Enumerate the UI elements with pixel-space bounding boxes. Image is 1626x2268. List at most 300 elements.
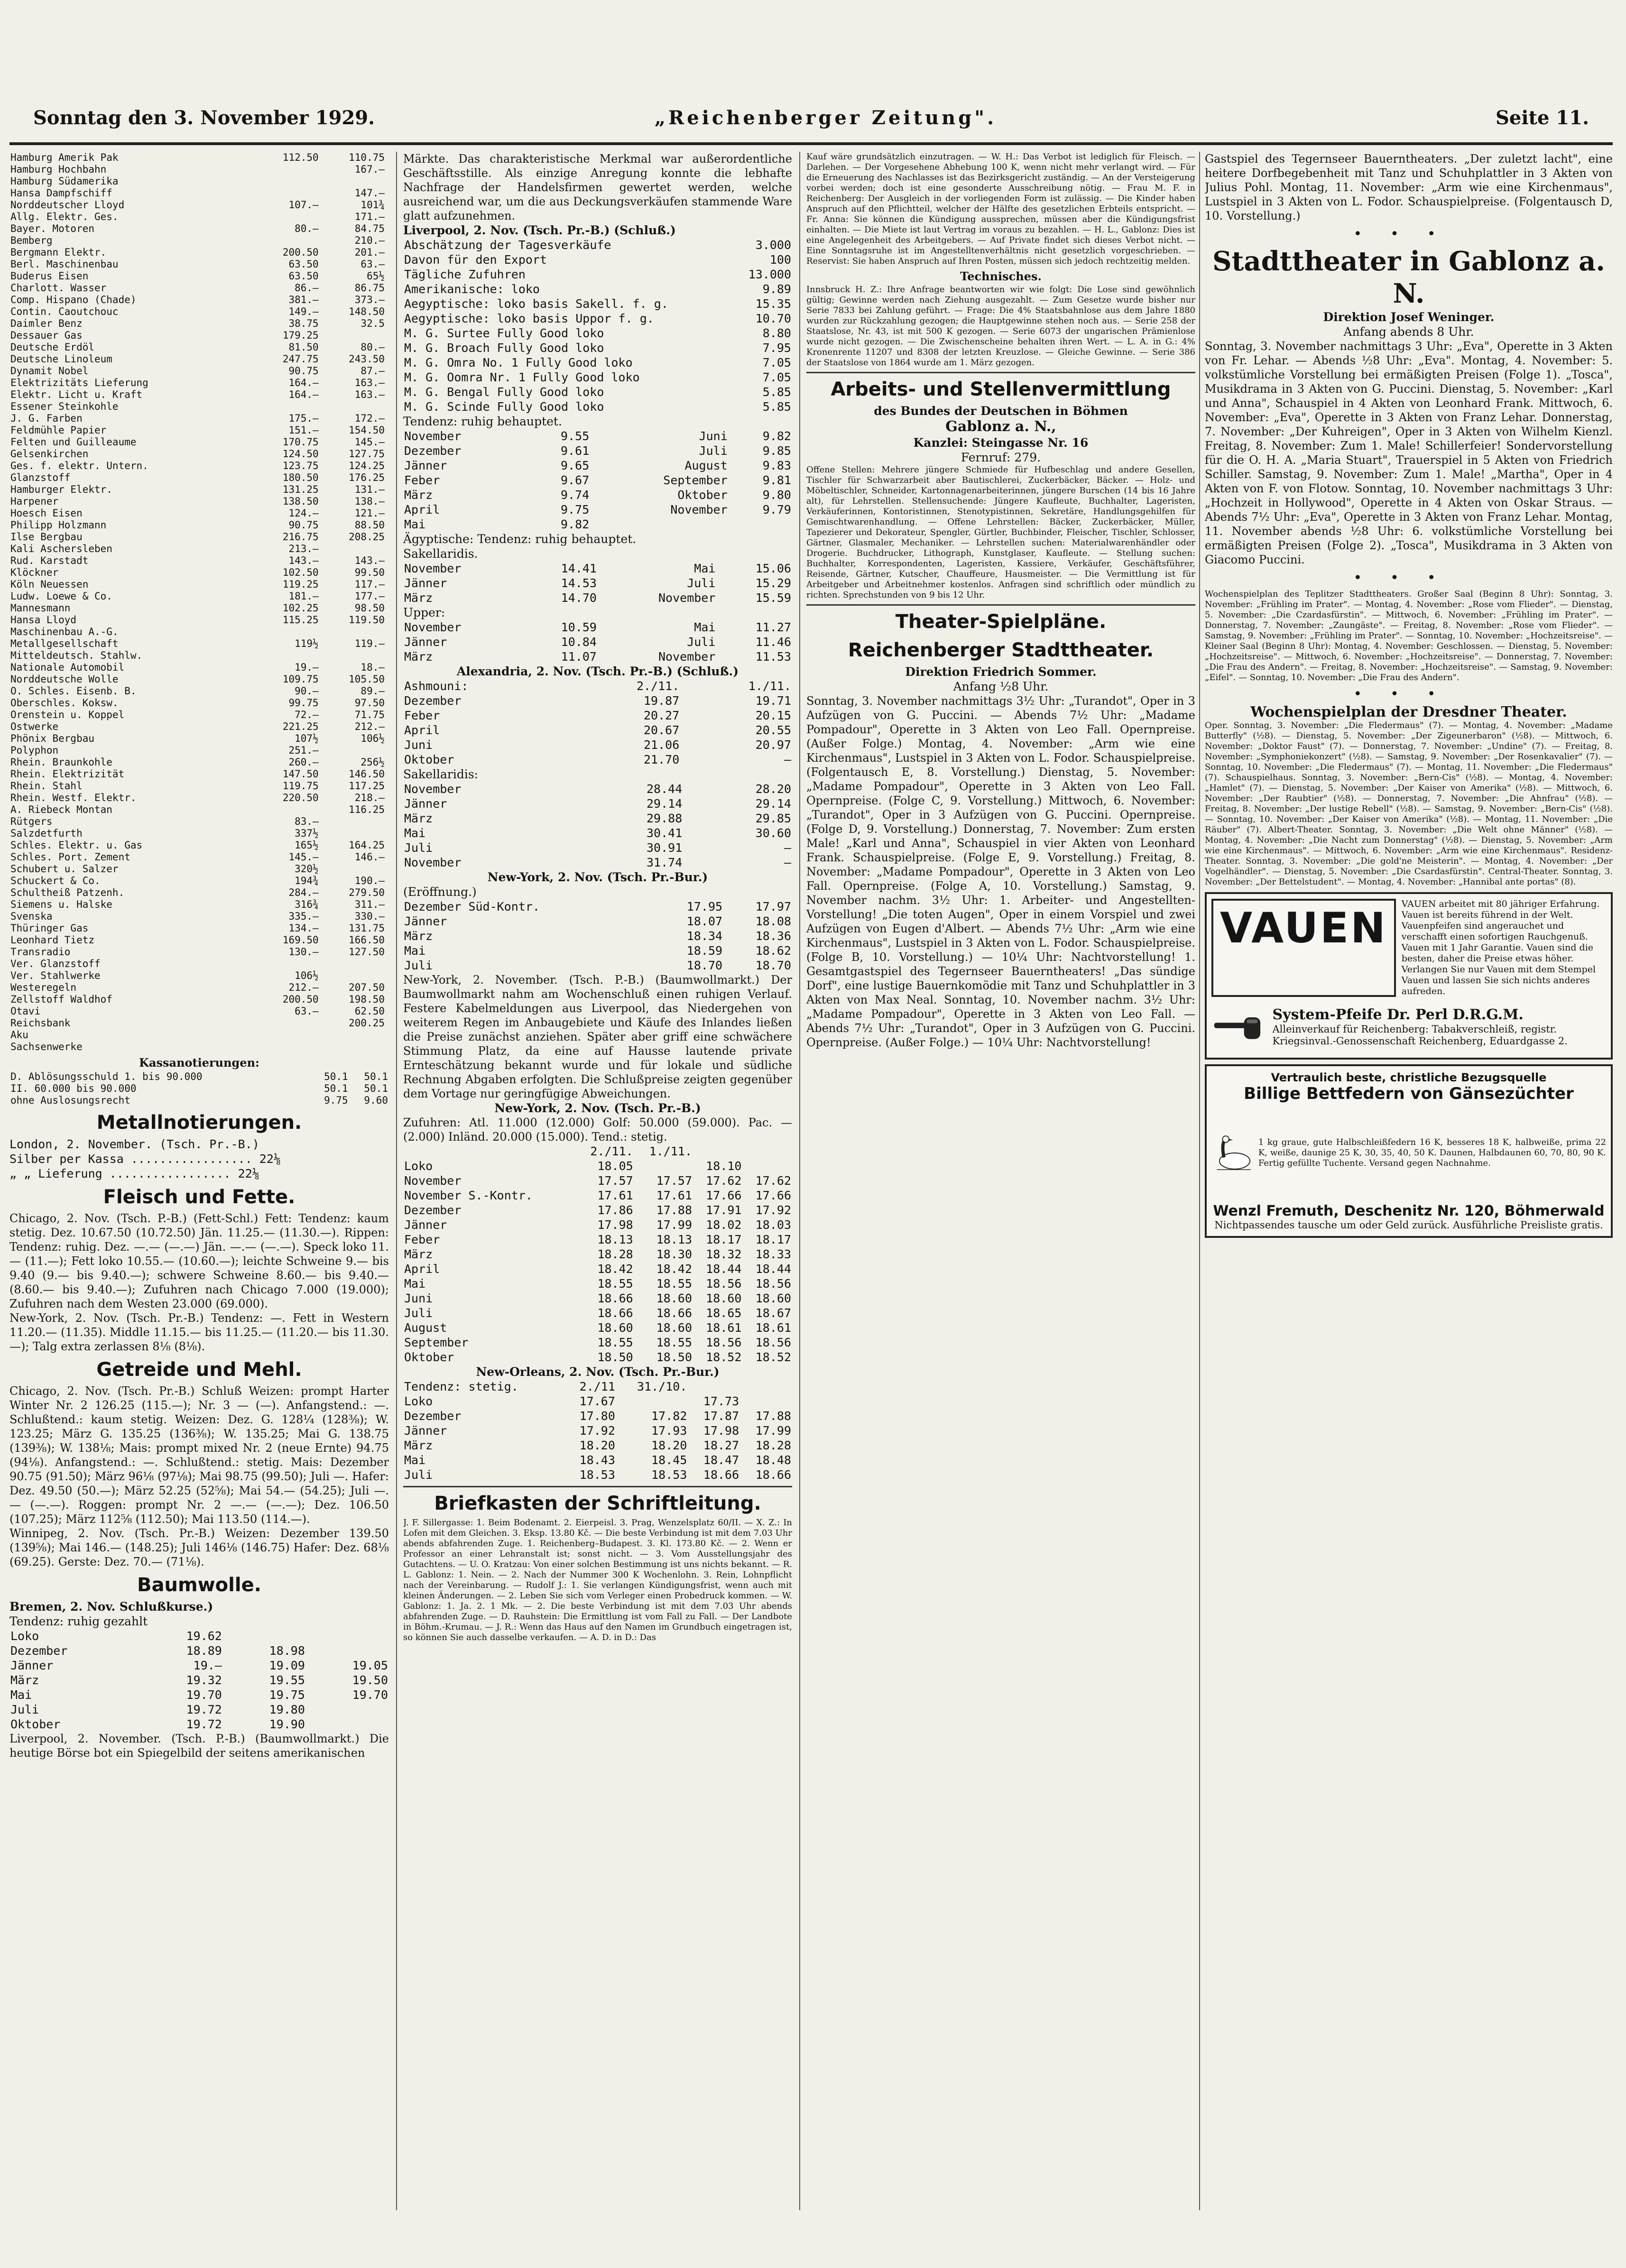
ny2-row-cell: 17.88 bbox=[656, 1203, 693, 1217]
ny-row-cell: 18.70 bbox=[755, 959, 791, 972]
alex-row-cell: April bbox=[404, 723, 440, 737]
bremen-heading: Bremen, 2. Nov. Schlußkurse.) bbox=[9, 1600, 213, 1613]
liverpool-month-row bbox=[403, 502, 792, 517]
stock-row-cell: Hoesch Eisen bbox=[10, 507, 83, 519]
upper-heading: Upper: bbox=[403, 606, 445, 619]
stock-row bbox=[9, 543, 389, 555]
alex-sakel-row-cell: 29.88 bbox=[647, 811, 683, 825]
stock-row bbox=[9, 247, 389, 258]
stock-row bbox=[9, 567, 389, 579]
liverpool-text: Liverpool, 2. November. (Tsch. P.-B.) (Baumwollmarkt.) Die heutige Börse bot ein Spiegelbild der seitens amerikanischen bbox=[9, 1732, 389, 1760]
no-row-cell: 18.53 bbox=[651, 1468, 687, 1482]
no-row-cell: 18.53 bbox=[579, 1468, 615, 1482]
kassa-row-cell: II. 60.000 bis 90.000 bbox=[10, 1083, 137, 1094]
alex-row bbox=[403, 693, 792, 708]
stock-row-cell: Schultheiß Patzenh. bbox=[10, 887, 125, 898]
ny2-row bbox=[403, 1320, 792, 1335]
stock-row bbox=[9, 602, 389, 614]
stock-row bbox=[9, 756, 389, 768]
stock-row bbox=[9, 768, 389, 780]
liverpool-row bbox=[403, 326, 792, 341]
stock-row-cell bbox=[253, 401, 319, 413]
vauen-text: VAUEN arbeitet mit 80 jähriger Erfahrung. Vauen ist bereits führend in der Welt. Vauenpfeifen sind angerauchet und verschafft einen sofortigen Rauchgenuß. Vauen mit 1 Jahr Garantie. Vauen sind die besten, daher die Preise etwas höher. Verlangen Sie nur Vauen mit dem Stempel Vauen und lassen Sie sich nichts anderes aufreden. bbox=[1401, 899, 1600, 996]
stock-row-cell: 164.— bbox=[288, 389, 319, 400]
sakel-row-cell: November bbox=[658, 591, 716, 605]
stock-row-cell: 164.— bbox=[288, 377, 319, 388]
stock-row-cell: Hamburg Hochbahn bbox=[10, 164, 107, 175]
liverpool-month-row-cell: 9.74 bbox=[561, 488, 590, 502]
brief-heading: Briefkasten der Schriftleitung. bbox=[434, 1493, 761, 1514]
bremen-row-cell: 18.89 bbox=[186, 1644, 222, 1658]
ny2-row-cell: August bbox=[404, 1321, 447, 1335]
stock-row bbox=[9, 970, 389, 982]
liverpool-row-cell: 5.85 bbox=[762, 400, 791, 414]
stock-row-cell: 63.50 bbox=[288, 270, 319, 282]
liverpool-row-cell: Abschätzung der Tagesverkäufe bbox=[404, 238, 611, 252]
liverpool-row-cell: 10.70 bbox=[755, 312, 791, 325]
ny2-row-cell: 18.56 bbox=[706, 1277, 742, 1291]
liverpool-row-cell: 7.95 bbox=[762, 341, 791, 355]
stock-row-cell bbox=[253, 235, 319, 247]
liverpool-row-cell: 7.05 bbox=[762, 356, 791, 369]
no-row-cell: 18.66 bbox=[703, 1468, 739, 1482]
stock-row-cell: 180.50 bbox=[282, 472, 319, 483]
stock-row-cell: 320½ bbox=[295, 863, 319, 875]
stock-row bbox=[9, 1029, 389, 1041]
stock-row-cell bbox=[320, 745, 386, 756]
stock-row-cell: Allg. Elektr. Ges. bbox=[10, 211, 119, 222]
stock-row-cell: 65½ bbox=[367, 270, 385, 282]
ny-row-cell: 18.08 bbox=[755, 914, 791, 928]
no-row-cell: 17.92 bbox=[579, 1424, 615, 1438]
ny2-row-cell: 18.56 bbox=[755, 1277, 791, 1291]
stock-row-cell: Köln Neuessen bbox=[10, 579, 89, 590]
stock-row-cell: 190.— bbox=[354, 875, 385, 886]
ny2-row-cell: Feber bbox=[404, 1233, 440, 1246]
ny-row bbox=[403, 914, 792, 929]
stock-row-cell: 98.50 bbox=[354, 602, 385, 614]
stock-row-cell: 87.— bbox=[360, 365, 385, 377]
stock-row bbox=[9, 175, 389, 187]
metal-line: London, 2. November. (Tsch. Pr.-B.) bbox=[9, 1137, 259, 1151]
bettfedern-advert bbox=[1205, 1064, 1613, 1238]
stock-row-cell: 109.75 bbox=[282, 673, 319, 685]
ny2-row-cell: September bbox=[404, 1336, 469, 1349]
stock-row bbox=[9, 258, 389, 270]
sakel-row-cell: November bbox=[404, 562, 462, 575]
stock-row-cell: 373.— bbox=[354, 294, 385, 305]
ny2-row-cell: 18.05 bbox=[597, 1159, 633, 1173]
ny2-row-cell: 18.28 bbox=[597, 1247, 633, 1261]
alex-row-cell: 20.67 bbox=[644, 723, 680, 737]
kassa-row-cell: 9.60 bbox=[364, 1095, 388, 1106]
vauen-advert bbox=[1205, 892, 1613, 1060]
ny2-row-cell: Mai bbox=[404, 1277, 426, 1291]
ny-row-cell: 18.59 bbox=[686, 944, 723, 958]
stock-row-cell: Felten und Guilleaume bbox=[10, 436, 137, 448]
liverpool-tendency: Tendenz: ruhig behauptet. bbox=[403, 415, 562, 428]
bremen-row-cell: Loko bbox=[10, 1629, 39, 1643]
ny2-row-cell: Loko bbox=[404, 1159, 433, 1173]
ny2-row-cell: 18.50 bbox=[597, 1350, 633, 1364]
alex-row bbox=[403, 708, 792, 723]
ny2-row-cell: 18.60 bbox=[656, 1321, 693, 1335]
bremen-row-cell: 19.70 bbox=[186, 1688, 222, 1702]
alex-table bbox=[403, 679, 792, 767]
arbeit-text: Offene Stellen: Mehrere jüngere Schmiede für Hufbeschlag und andere Gesellen, Tischler für Schwarzarbeit aber Bautischlerei, Zuckerbäcker, Bäcker. — Holz- und Möbeltischler, Schneider, Kartonnagenarbeiterinnen, jüngere Burschen (14 bis 16 Jahre alt), für Lehrstellen. Stellensuchende: Jüngere Kaufleute, Buchhalter, Lageristen, Verkäuferinnen, Kontoristinnen, Stenotypistinnen, Sekretäre, Handlungsgehilfen für Gemischtwarenhandlung. — Offene Lehrstellen: Bäcker, Zuckerbäcker, Müller, Tapezierer und Dekorateur, Spengler, Gürtler, Buchbinder, Fleischer, Tischler, Schlosser, Gärtner, Glasmaler, Mechaniker. — Lehrstellen suchen: Materialwarenhändler oder Drogerie. Buchdrucker, Lithograph, Kunstglaser, Kaufleute. — Stellung suchen: Buchhalter, Korrespondenten, Lageristen, Kassiere, Verkäufer, Geschäftsführer, Reisende, Gärtner, Kutscher, Chauffeure, Hausmeister. — Die Vermittlung ist für Arbeitgeber und Arbeitnehmer kostenlos. Anfragen sind schriftlich oder mündlich zu richten. Sprechstunden von 9 bis 12 Uhr. bbox=[806, 465, 1195, 600]
stock-row bbox=[9, 733, 389, 745]
stock-row bbox=[9, 816, 389, 828]
liverpool-month-row bbox=[403, 488, 792, 502]
liverpool-month-row-cell: 9.82 bbox=[561, 517, 590, 531]
bremen-row-cell: 19.50 bbox=[352, 1673, 388, 1687]
column-divider bbox=[396, 152, 397, 2210]
sakel-row-cell: Juli bbox=[687, 576, 716, 590]
stock-row bbox=[9, 401, 389, 413]
liverpool-row-cell: Davon für den Export bbox=[404, 253, 547, 267]
ny2-row-cell: 17.66 bbox=[755, 1189, 791, 1202]
stock-row bbox=[9, 662, 389, 673]
stock-row-cell: 115.25 bbox=[282, 614, 319, 626]
ny2-row bbox=[403, 1306, 792, 1320]
liverpool-month-row-cell: 9.82 bbox=[762, 429, 791, 443]
stock-row bbox=[9, 804, 389, 816]
sakel-row-cell: 15.06 bbox=[755, 562, 791, 575]
sakel-row-cell: 15.59 bbox=[755, 591, 791, 605]
stock-row bbox=[9, 673, 389, 685]
ny2-row-cell: 17.57 bbox=[597, 1174, 633, 1188]
stock-row-cell: 88.50 bbox=[354, 519, 385, 531]
liverpool-row-cell: M. G. Bengal Fully Good loko bbox=[404, 385, 604, 399]
stock-row bbox=[9, 1041, 389, 1053]
bremen-row-cell: Mai bbox=[10, 1688, 32, 1702]
stock-row-cell: 200.50 bbox=[282, 247, 319, 258]
ny-text: New-York, 2. November. (Tsch. P.-B.) (Baumwollmarkt.) Der Baumwollmarkt nahm am Wochenschluß einen ruhigen Verlauf. Festere Kabelmeldungen aus Liverpool, das Niedergehen von weiterem Regen im Anbaugebiete und Käufe des Inlandes ließen die Preise zunächst anziehen. Später aber griff eine schwächere Stimmung Platz, da eine auf Hausse lautende private Ernteschätzung bekannt wurde und für lokale und südliche Rechnung Abgaben erfolgten. Die Schlußpreise zeigten gegenüber dem Vortage nur geringfügige Abweichungen. bbox=[403, 973, 792, 1100]
liverpool-month-row-cell bbox=[590, 517, 729, 532]
stock-row-cell: 169.50 bbox=[282, 934, 319, 946]
stock-row-cell: Ges. f. elektr. Untern. bbox=[10, 460, 148, 471]
stock-row-cell: 177.— bbox=[354, 590, 385, 602]
no-row bbox=[403, 1394, 792, 1409]
upper-row-cell: 11.07 bbox=[561, 650, 597, 664]
no-row bbox=[403, 1379, 792, 1394]
ny-row-cell: 18.34 bbox=[686, 929, 723, 943]
alex-sakel-row-cell: 30.91 bbox=[647, 841, 683, 855]
stock-row-cell: 127.50 bbox=[349, 946, 385, 958]
liverpool-month-row-cell: März bbox=[404, 488, 433, 502]
ny2-row-cell: 18.50 bbox=[656, 1350, 693, 1364]
baumwolle-heading: Baumwolle. bbox=[137, 1574, 261, 1596]
stock-row-cell bbox=[253, 187, 319, 199]
kassa-row-cell: ohne Auslosungsrecht bbox=[10, 1095, 130, 1106]
sakel-table bbox=[403, 561, 792, 605]
stock-row-cell: Rhein. Elektrizität bbox=[10, 768, 125, 780]
liverpool-month-row-cell: November bbox=[404, 429, 462, 443]
bremen-row bbox=[9, 1658, 389, 1673]
ny-row bbox=[403, 943, 792, 958]
column-1 bbox=[9, 152, 389, 2210]
stock-row-cell: 311.— bbox=[354, 899, 385, 910]
stock-row-cell: 19.— bbox=[295, 662, 319, 673]
stock-row bbox=[9, 152, 389, 164]
stock-row bbox=[9, 922, 389, 934]
ny2-row-cell: Juli bbox=[404, 1306, 433, 1320]
alex-row-cell: Feber bbox=[404, 709, 440, 722]
liverpool-row bbox=[403, 296, 792, 311]
stock-row-cell: 83.— bbox=[295, 816, 319, 827]
stock-row-cell: 80.— bbox=[360, 341, 385, 353]
liverpool-row bbox=[403, 238, 792, 252]
ny2-row-cell: 2./11. bbox=[590, 1144, 633, 1158]
liverpool-row-cell: M. G. Omra No. 1 Fully Good loko bbox=[404, 356, 633, 369]
divider bbox=[403, 1486, 792, 1487]
ny2-row-cell: 18.55 bbox=[656, 1336, 693, 1349]
stock-row bbox=[9, 875, 389, 887]
alex-sakel-row-cell: 31.74 bbox=[647, 856, 683, 869]
stock-row-cell: Otavi bbox=[10, 1005, 41, 1017]
metal-heading: Metallnotierungen. bbox=[96, 1112, 302, 1134]
bremen-row-cell: 19.72 bbox=[186, 1703, 222, 1716]
stock-row-cell: 175.— bbox=[288, 413, 319, 424]
liverpool-row bbox=[403, 355, 792, 370]
liverpool-month-row-cell: Oktober bbox=[677, 488, 728, 502]
stock-row-cell: Ver. Glanzstoff bbox=[10, 958, 101, 969]
stadttheater-continued: Gastspiel des Tegernseer Bauerntheaters. „Der zuletzt lacht", eine heitere Dorfbegebenheit mit Tanz und Schuhplattler in 3 Akten von Julius Pohl. Montag, 11. November: „Arm wie eine Kirchenmaus", Lustspiel in 3 Akten von L. Fodor. Schauspielpreise. (Folgentausch D, 10. Vorstellung.) bbox=[1205, 152, 1613, 222]
stock-row bbox=[9, 282, 389, 294]
header-page-number: Seite 11. bbox=[1496, 107, 1589, 129]
stock-row-cell: 163.— bbox=[354, 389, 385, 400]
upper-row-cell: 11.46 bbox=[755, 635, 791, 649]
bremen-row-cell bbox=[223, 1629, 306, 1643]
stock-row-cell: 138.50 bbox=[282, 496, 319, 507]
page-header bbox=[33, 107, 1589, 135]
stock-row-cell bbox=[253, 1041, 319, 1053]
alex-sakel-row bbox=[403, 826, 792, 840]
stock-row-cell: 171.— bbox=[354, 211, 385, 222]
legal-answers: Kauf wäre grundsätzlich einzutragen. — W. H.: Das Verbot ist lediglich für Fleisch. — Darlehen. — Der Vorgesehene Abhebung 100 K, wenn nicht mehr verlangt wird. — Für die Erneuerung des Nachlasses ist das Bezirksgericht zuständig. — An der Versteigerung vorbei werden; doch ist eine gesonderte Ausschreibung nötig. — Frau M. F. in Reichenberg: Der Ausgleich in der vorliegenden Form ist zulässig. — Die Kinder haben Anspruch auf den Pflichtteil, welcher der Hälfte des gesetzlichen Erbteils entspricht. — Fr. Anna: Sie können die Kündigung aussprechen, müssen aber die Kündigungsfrist einhalten. — Die Miete ist laut Vertrag im voraus zu bezahlen. — H. L., Gablonz: Dies ist eine Angelegenheit des Arbeitgebers. — Auf Private findet sich dieses Verbot nicht. — Eine Sonntagsruhe ist im Angestelltenverhältnis nicht gesetzlich vorgeschrieben. — Reservist: Sie haben Anspruch auf Ihren Posten, müssen sich jedoch rechtzeitig melden. bbox=[806, 152, 1195, 266]
no-row bbox=[403, 1423, 792, 1438]
arbeit-phone: Fernruf: 279. bbox=[961, 451, 1041, 464]
stock-row-cell: Daimler Benz bbox=[10, 318, 83, 329]
arbeit-sub: des Bundes der Deutschen in Böhmen bbox=[874, 404, 1128, 418]
liverpool-month-row-cell: 9.75 bbox=[561, 503, 590, 516]
stock-row-cell: Aku bbox=[10, 1029, 28, 1041]
stock-row-cell: Hamburg Südamerika bbox=[10, 175, 119, 187]
header-paper-name: „Reichenberger Zeitung". bbox=[655, 107, 997, 129]
stock-row bbox=[9, 164, 389, 175]
stock-row-cell: 99.75 bbox=[288, 697, 319, 709]
stock-row-cell: 201.— bbox=[354, 247, 385, 258]
metal-line: „ „ Lieferung ................. 22⅛ bbox=[9, 1167, 259, 1180]
ny2-table bbox=[403, 1144, 792, 1364]
stock-row-cell bbox=[386, 816, 389, 828]
stock-row-cell bbox=[253, 164, 319, 175]
stock-row-cell: Phönix Bergbau bbox=[10, 733, 95, 744]
stock-row-cell: 145.— bbox=[354, 436, 385, 448]
stock-row-cell: Rhein. Stahl bbox=[10, 780, 83, 792]
alex-heading: Alexandria, 2. Nov. (Tsch. Pr.-B.) (Schluß.) bbox=[456, 664, 739, 678]
upper-row-cell: November bbox=[404, 620, 462, 634]
stock-row-cell: Hamburger Elektr. bbox=[10, 484, 112, 495]
alex-sakel-row-cell: — bbox=[784, 856, 791, 869]
ny2-row-cell bbox=[742, 1159, 792, 1173]
stock-row-cell: 124.25 bbox=[349, 460, 385, 471]
liverpool-row-cell: M. G. Surtee Fully Good loko bbox=[404, 326, 604, 340]
no-row-cell: 17.67 bbox=[579, 1394, 615, 1408]
alex-sakel-row-cell: 29.14 bbox=[755, 797, 791, 811]
stock-row-cell: 105.50 bbox=[349, 673, 385, 685]
stock-row bbox=[9, 211, 389, 223]
dresden-program: Oper. Sonntag, 3. November: „Die Fledermaus" (7). — Montag, 4. November: „Madame Butterfly" (½8). — Dienstag, 5. November: „Der Zigeunerbaron" (½8). — Mittwoch, 6. November: „Doktor Faust" (7). — Donnerstag, 7. November: „Undine" (7). — Freitag, 8. November: „Symphoniekonzert" (½8). — Samstag, 9. November: „Der Rosenkavalier" (7). — Sonntag, 10. November: „Die Fledermaus" (7). — Montag, 11. November: „Die Fledermaus" (7). Schauspielhaus. Sonntag, 3. November: „Bern-Cis" (½8). — Montag, 4. November: „Hamlet" (7). — Dienstag, 5. November: „Der Kaiser von Amerika" (½8). — Mittwoch, 6. November: „Der Raubtier" (½8). — Donnerstag, 7. November: „Die Ahnfrau" (½8). — Freitag, 8. November: „Der lustige Rebell" (½8). — Samstag, 9. November: „Bern-Cis" (½8). — Sonntag, 10. November: „Der Kaiser von Amerika" (½8). — Montag, 11. November: „Die Räuber" (7). Albert-Theater. Sonntag, 3. November: „Die Welt ohne Männer" (½8). — Montag, 4. November: „Die Nacht zum Donnerstag" (½8). — Dienstag, 5. November: „Arm wie eine Kirchenmaus". — Mittwoch, 6. November: „Arm wie eine Kirchenmaus". Residenz-Theater. Sonntag, 3. November: „Die gold'ne Meisterin". — Montag, 4. November: „Der Vogelhändler". — Dienstag, 5. November: „Die Csardasfürstin". Central-Theater. Sonntag, 3. November: „Der Bettelstudent". — Montag, 4. November: „Hannibal ante portas" (8). bbox=[1205, 720, 1613, 887]
stock-row-cell: 200.50 bbox=[282, 994, 319, 1005]
no-row-cell: 17.73 bbox=[703, 1394, 739, 1408]
ny-row-cell: 17.95 bbox=[686, 900, 723, 913]
stock-row-cell: 131.— bbox=[354, 484, 385, 495]
sakel-row-cell: 14.53 bbox=[561, 576, 597, 590]
alex-row-cell: 2./11. bbox=[636, 679, 680, 693]
bremen-row-cell bbox=[306, 1717, 389, 1732]
stock-row-cell: 212.— bbox=[354, 721, 385, 732]
sakel-row-cell: 14.41 bbox=[561, 562, 597, 575]
ny-subheading: (Eröffnung.) bbox=[403, 885, 477, 899]
no-row-cell: März bbox=[404, 1438, 433, 1452]
stock-row-cell: 81.50 bbox=[288, 341, 319, 353]
liverpool-row-cell: 8.80 bbox=[762, 326, 791, 340]
stock-row-cell: 119.50 bbox=[349, 614, 385, 626]
stock-row-cell: 138.— bbox=[354, 496, 385, 507]
ny2-row bbox=[403, 1335, 792, 1350]
stock-row bbox=[9, 839, 389, 851]
no-row-cell: 17.88 bbox=[755, 1409, 791, 1423]
alex-sakel-row-cell: 30.41 bbox=[647, 826, 683, 840]
ny2-row-cell: 18.32 bbox=[706, 1247, 742, 1261]
ny2-row-cell: 18.61 bbox=[706, 1321, 742, 1335]
teplitz-program: Wochenspielplan des Teplitzer Stadttheaters. Großer Saal (Beginn 8 Uhr): Sonntag, 3. November: „Frühling im Prater". — Montag, 4. November: „Rose vom Flieder". — Dienstag, 5. November: „Die Czardasfürstin". — Mittwoch, 6. November: „Frühling im Prater". — Donnerstag, 7. November: „Zaungäste". — Freitag, 8. November: „Rose vom Flieder". — Samstag, 9. November: „Frühling im Prater". — Sonntag, 10. November: „Hochzeitsreise". — Kleiner Saal (Beginn 8 Uhr): Montag, 4. November: Geschlossen. — Dienstag, 5. November: „Hochzeitsreise". — Mittwoch, 6. November: „Hochzeitsreise". — Donnerstag, 7. November: „Die Frau des Andern". — Freitag, 8. November: „Hochzeitsreise". — Samstag, 9. November: „Eifel". — Sonntag, 10. November: „Die Frau des Andern". bbox=[1205, 589, 1613, 682]
stock-row-cell: Westeregeln bbox=[10, 982, 77, 993]
dresden-heading: Wochenspielplan der Dresdner Theater. bbox=[1250, 704, 1567, 720]
ny2-row-cell: 17.91 bbox=[706, 1203, 742, 1217]
stock-row-cell: 38.75 bbox=[288, 318, 319, 329]
stock-row-cell: 117.— bbox=[354, 579, 385, 590]
alex-row-cell: 20.15 bbox=[755, 709, 791, 722]
stock-row-cell bbox=[320, 626, 386, 638]
alex-sakel-row-cell: Juli bbox=[404, 841, 433, 855]
ny2-row-cell: 18.55 bbox=[597, 1277, 633, 1291]
stock-row-cell: A. Riebeck Montan bbox=[10, 804, 112, 815]
header-rule bbox=[9, 142, 1613, 145]
stock-row-cell: 163.— bbox=[354, 377, 385, 388]
stock-row-cell: Berl. Maschinenbau bbox=[10, 258, 119, 270]
bremen-tendency: Tendenz: ruhig gezahlt bbox=[9, 1614, 148, 1628]
stadttheater-program: Sonntag, 3. November nachmittags 3½ Uhr: „Turandot", Oper in 3 Aufzügen von G. Puccini. — Abends 7½ Uhr: „Madame Pompadour", Operette in 3 Akten von Leo Fall. Opernpreise. (Außer Folge.) Montag, 4. November: „Arm wie eine Kirchenmaus", Lustspiel in 3 Akten von L. Fodor. Schauspielpreise. (Folgentausch E, 8. Vorstellung.) Dienstag, 5. November: „Madame Pompadour", Operette in 3 Akten von Leo Fall. Opernpreise. (Folge C, 9. Vorstellung.) Mittwoch, 6. November: „Turandot", Oper in 3 Aufzügen von G. Puccini. Opernpreise. (Folge D, 9. Vorstellung.) Donnerstag, 7. November: Zum ersten Male! „Karl und Anna", Schauspiel in vier Akten von Leonhard Frank. Schauspielpreise. (Folge E, 9. Vorstellung.) Freitag, 8. November: „Madame Pompadour", Operette in 3 Akten von Leo Fall. Opernpreise. (Folge A, 10. Vorstellung.) Samstag, 9. November nachm. 3½ Uhr: 1. Arbeiter- und Angestellten-Vorstellung! „Die toten Augen", Oper in einem Vorspiel und zwei Aufzügen von Eugen d'Albert. — Abends 7½ Uhr: „Arm wie eine Kirchenmaus", Lustspiel in 3 Akten von L. Fodor. Schauspielpreise. (Folge B, 10. Vorstellung.) — 10¼ Uhr: Nachtvorstellung! 1. Gesamtgastspiel des Tegernseer Bauerntheaters! „Das sündige Dorf", eine lustige Bauernkomödie mit Tanz und Schuhplattler in 3 Akten von Max Neal. Sonntag, 10. November nachm. 3½ Uhr: „Madame Pompadour", Operette in 3 Akten von Leo Fall. — Abends 7½ Uhr: „Turandot", Oper in 3 Aufzügen von G. Puccini. Opernpreise. (Außer Folge.) — 10¼ Uhr: Nachtvorstellung! bbox=[806, 694, 1195, 1049]
ny2-row-cell: 18.13 bbox=[656, 1233, 693, 1246]
liverpool-row-cell: 7.05 bbox=[762, 370, 791, 384]
ny2-row-cell: 18.60 bbox=[755, 1291, 791, 1305]
stock-row bbox=[9, 199, 389, 211]
stock-row bbox=[9, 270, 389, 282]
stock-row-cell bbox=[386, 543, 389, 555]
stock-row-cell: 63.— bbox=[360, 258, 385, 270]
bremen-row-cell: Juli bbox=[10, 1703, 39, 1716]
stock-row-cell bbox=[320, 650, 386, 662]
ny2-row-cell: 18.10 bbox=[706, 1159, 742, 1173]
ny2-row-cell: 18.52 bbox=[706, 1350, 742, 1364]
stock-row-cell: Sachsenwerke bbox=[10, 1041, 83, 1052]
stock-row-cell: 80.— bbox=[295, 223, 319, 234]
stock-row-cell: 166.50 bbox=[349, 934, 385, 946]
ny-row bbox=[403, 958, 792, 973]
stock-row bbox=[9, 496, 389, 507]
stock-row-cell: Feldmühle Papier bbox=[10, 424, 107, 436]
stock-row-cell: 210.— bbox=[354, 235, 385, 246]
liverpool-row-cell: 5.85 bbox=[762, 385, 791, 399]
divider bbox=[806, 604, 1195, 606]
ny2-row-cell: 17.61 bbox=[597, 1189, 633, 1202]
stadttheater-begin: Anfang ½8 Uhr. bbox=[953, 680, 1049, 693]
stock-row-cell: Bergmann Elektr. bbox=[10, 247, 107, 258]
stock-row-cell: Ver. Stahlwerke bbox=[10, 970, 101, 981]
liverpool-row-cell: 15.35 bbox=[755, 297, 791, 311]
alex-sakel-row bbox=[403, 840, 792, 855]
sakel-row-cell: März bbox=[404, 591, 433, 605]
bremen-row-cell: März bbox=[10, 1673, 39, 1687]
stock-row-cell: 72.— bbox=[295, 709, 319, 720]
fett-text: Chicago, 2. Nov. (Tsch. P.-B.) (Fett-Schl.) Fett: Tendenz: kaum stetig. Dez. 10.67.50 (10.72.50) Jän. 11.25.— (11.30.—). Rippen: Tendenz: ruhig. Dez. —.— (—.—) Jän. —.— (—.—). Speck loko 11.— (11.—); Fett loko 10.55.— (10.60.—); leichte Schweine 9.— bis 9.40 (9.— bis 9.40.—); schwere Schweine 8.60.— bis 9.40.— (8.60.— bis 9.40.—); Zufuhren nach Chicago 7.000 (19.000); Zufuhren nach dem Westen 23.000 (69.000). bbox=[9, 1212, 389, 1310]
ny2-row-cell: 18.02 bbox=[706, 1218, 742, 1232]
ny2-row bbox=[403, 1276, 792, 1291]
stock-row-cell: 62.50 bbox=[354, 1005, 385, 1017]
ny-row-cell: Mai bbox=[404, 944, 426, 958]
ny2-row-cell: 18.17 bbox=[755, 1233, 791, 1246]
stock-row bbox=[9, 958, 389, 970]
stock-row-cell: 337½ bbox=[295, 828, 319, 839]
ny2-row bbox=[403, 1159, 792, 1173]
ny2-row-cell bbox=[403, 1144, 575, 1159]
no-row-cell: Jänner bbox=[404, 1424, 447, 1438]
alex-row-cell: 21.06 bbox=[644, 738, 680, 752]
stock-row-cell: 134.— bbox=[288, 922, 319, 934]
ny-row-cell: Dezember Süd-Kontr. bbox=[404, 900, 540, 913]
stock-row-cell: 147.50 bbox=[282, 768, 319, 780]
ny2-row-cell: 17.86 bbox=[597, 1203, 633, 1217]
ny-row-cell: 18.70 bbox=[686, 959, 723, 972]
bremen-row-cell: 19.90 bbox=[269, 1717, 305, 1731]
stock-row bbox=[9, 851, 389, 863]
stock-row-cell: 208.25 bbox=[349, 531, 385, 543]
stock-row bbox=[9, 792, 389, 804]
stock-row-cell: 89.— bbox=[360, 685, 385, 697]
stock-row-cell: 179.25 bbox=[282, 330, 319, 341]
no-row-cell: 18.66 bbox=[755, 1468, 791, 1482]
kassa-row-cell: 50.1 bbox=[324, 1071, 348, 1082]
stock-row bbox=[9, 579, 389, 590]
stock-row-cell: 146.— bbox=[354, 851, 385, 863]
stock-row-cell: Ostwerke bbox=[10, 721, 59, 732]
bremen-row bbox=[9, 1717, 389, 1732]
stock-row-cell: 198.50 bbox=[349, 994, 385, 1005]
bremen-row-cell: Dezember bbox=[10, 1644, 68, 1658]
stock-row-cell: 107.— bbox=[288, 199, 319, 211]
no-row-cell: 31./10. bbox=[637, 1380, 687, 1393]
stock-row-cell: 32.5 bbox=[360, 318, 385, 329]
liverpool-row bbox=[403, 370, 792, 385]
stock-row-cell bbox=[386, 970, 389, 982]
no-row-cell: Tendenz: stetig. bbox=[404, 1380, 518, 1393]
ornament-dots: ••• bbox=[1353, 226, 1464, 242]
bett-title: Billige Bettfedern von Gänsezüchter bbox=[1244, 1084, 1574, 1103]
stock-row-cell: 121.— bbox=[354, 507, 385, 519]
stock-row-cell: 194¾ bbox=[295, 875, 319, 886]
